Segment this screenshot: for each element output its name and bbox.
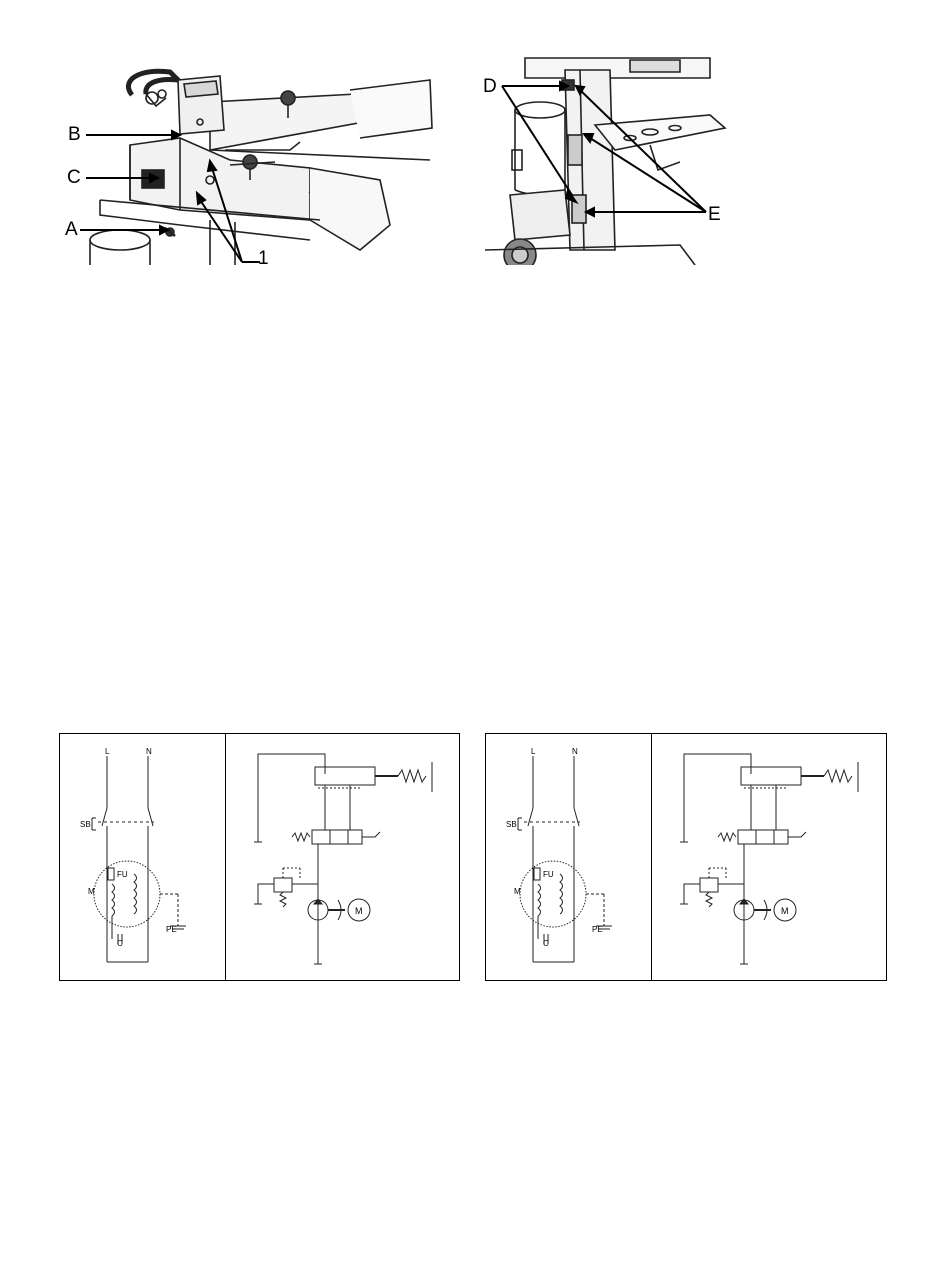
circuit-diagram-1 xyxy=(59,733,460,981)
splitter-table-illustration xyxy=(60,50,440,265)
callout-1: 1 xyxy=(258,248,269,265)
label-m: M xyxy=(88,887,95,896)
label-pe: PE xyxy=(592,925,603,934)
circuit-diagram-2 xyxy=(485,733,887,981)
callout-a: A xyxy=(65,219,78,240)
label-n: N xyxy=(572,747,578,756)
label-fu: FU xyxy=(117,870,128,879)
label-sb: SB xyxy=(506,820,517,829)
label-fu: FU xyxy=(543,870,554,879)
label-pe: PE xyxy=(166,925,177,934)
label-motor: M xyxy=(355,906,363,916)
label-c: C xyxy=(543,939,549,948)
callout-e: E xyxy=(708,204,721,225)
label-l: L xyxy=(105,747,110,756)
label-n: N xyxy=(146,747,152,756)
label-c: C xyxy=(117,939,123,948)
callout-b: B xyxy=(68,124,81,145)
callout-d: D xyxy=(483,76,497,97)
label-m: M xyxy=(514,887,521,896)
callout-c: C xyxy=(67,167,81,188)
label-sb: SB xyxy=(80,820,91,829)
label-motor: M xyxy=(781,906,789,916)
splitter-column-illustration xyxy=(480,50,740,265)
label-l: L xyxy=(531,747,536,756)
